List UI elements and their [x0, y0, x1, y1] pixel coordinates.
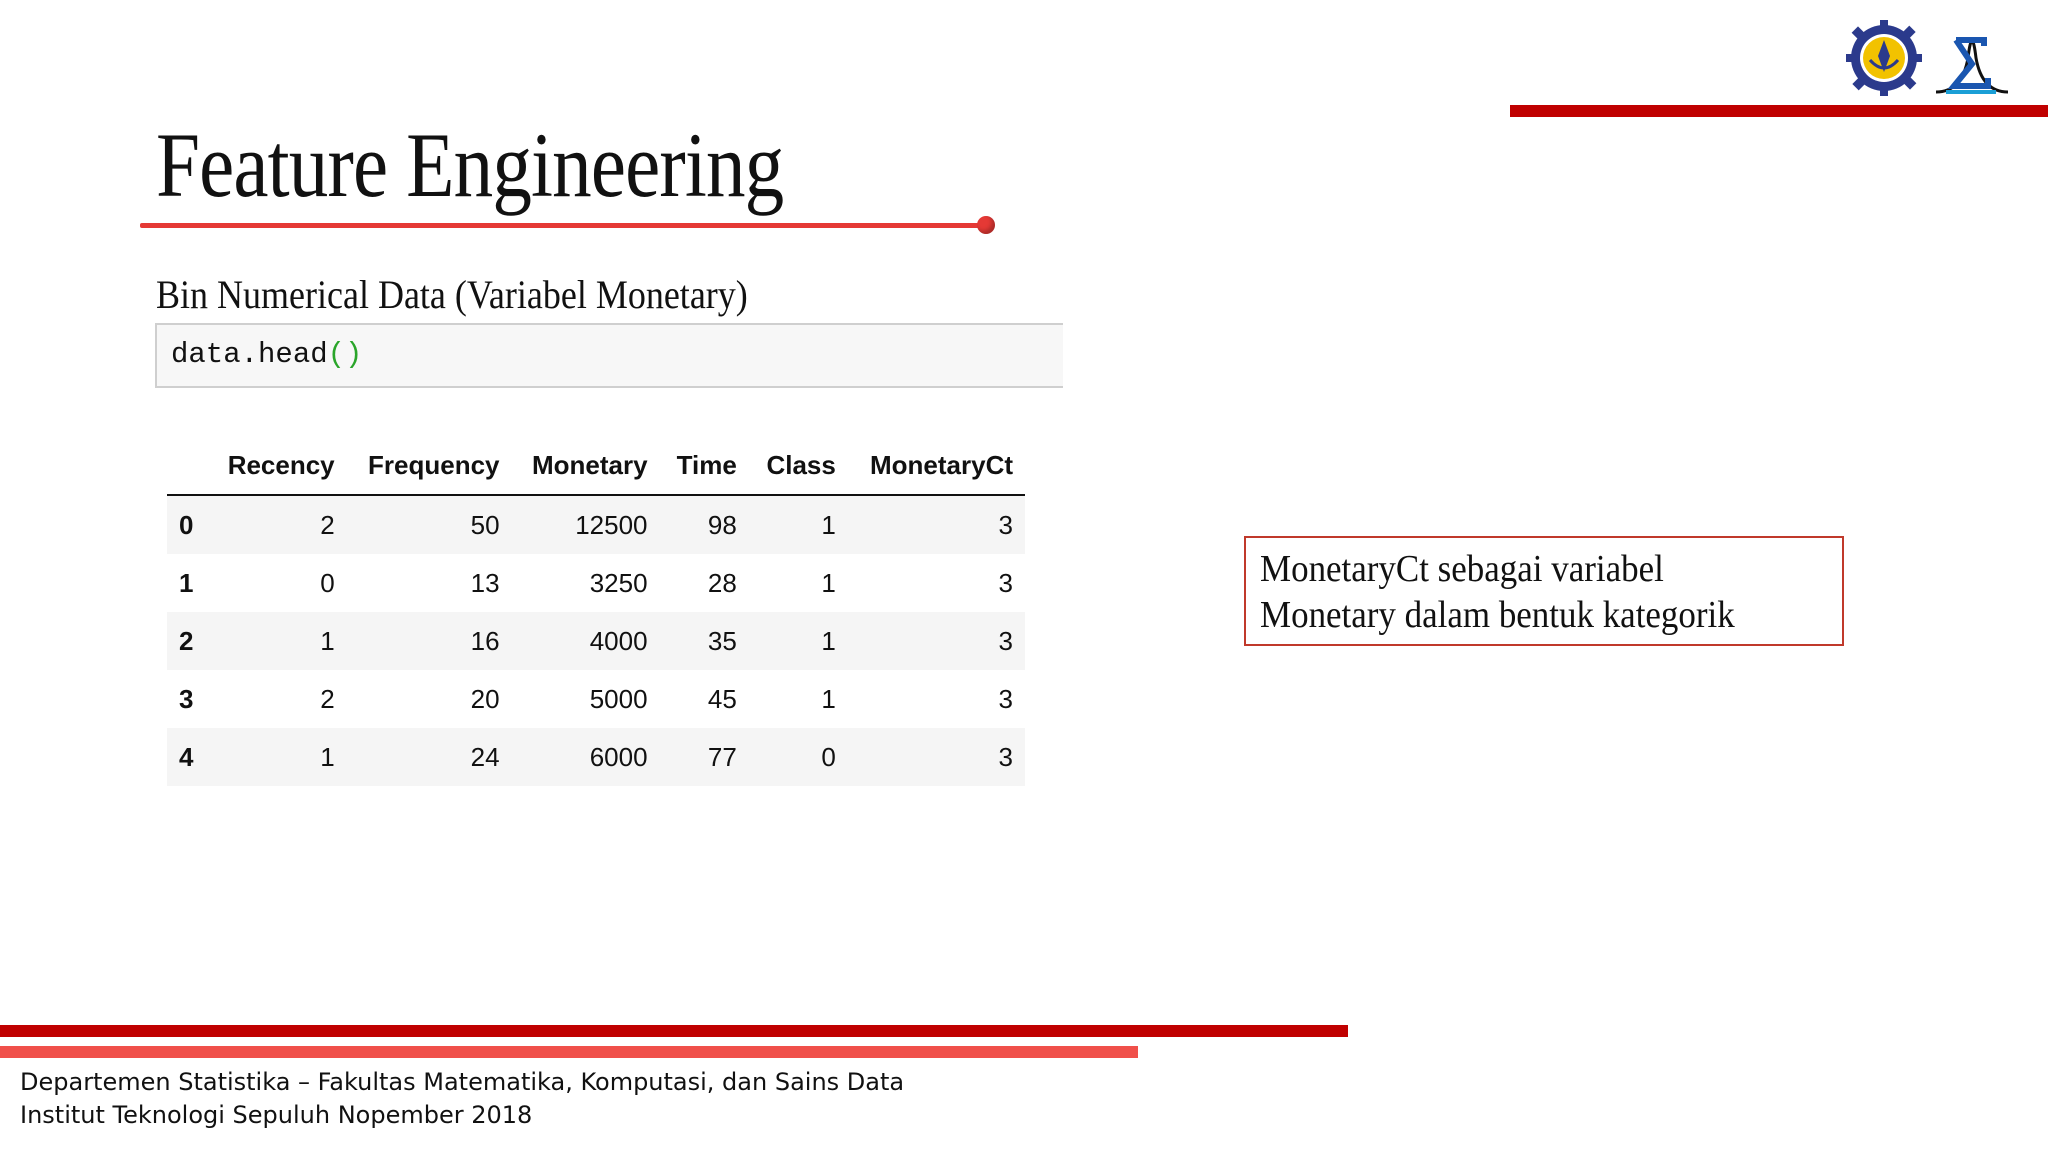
row-index: 2: [179, 625, 194, 656]
table-cell: 2: [320, 683, 335, 714]
table-cell: 13: [470, 567, 500, 598]
table-cell: 45: [707, 683, 737, 714]
top-accent-bar: [1510, 105, 2048, 117]
table-cell: 24: [470, 741, 500, 772]
table-cell: 4000: [589, 625, 648, 656]
table-cell: 0: [320, 567, 335, 598]
table-row: [167, 495, 1025, 554]
table-cell: 1: [821, 625, 836, 656]
table-cell: 1: [821, 567, 836, 598]
title-underline-dot: [977, 216, 995, 234]
code-text: [171, 338, 362, 371]
table-cell: 3: [998, 567, 1013, 598]
table-cell: 28: [707, 567, 737, 598]
title-underline: [140, 223, 988, 228]
column-header: Recency: [208, 436, 347, 495]
column-header: [167, 436, 208, 495]
code-call: data.head: [171, 338, 328, 371]
table-cell: 3: [998, 683, 1013, 714]
table-cell: 98: [707, 509, 737, 540]
column-header: Monetary: [512, 436, 660, 495]
table-cell: 3: [998, 625, 1013, 656]
note-box: [1244, 536, 1844, 646]
statistics-sigma-logo-icon: [1932, 18, 2012, 98]
code-cell: [155, 323, 1063, 388]
table-cell: 6000: [589, 741, 648, 772]
table-cell: 1: [320, 741, 335, 772]
table-cell: 77: [707, 741, 737, 772]
its-logo-icon: [1846, 20, 1922, 96]
column-header: Class: [749, 436, 848, 495]
table-row: [167, 670, 1025, 728]
table-cell: 1: [320, 625, 335, 656]
row-index: 1: [179, 567, 194, 598]
column-header: MonetaryCt: [848, 436, 1025, 495]
dataframe-table: [167, 436, 1025, 786]
note-line-1: MonetaryCt sebagai variabel: [1260, 548, 1664, 590]
table-cell: 0: [821, 741, 836, 772]
table-cell: 2: [320, 509, 335, 540]
table-cell: 3250: [589, 567, 648, 598]
table-cell: 3: [998, 741, 1013, 772]
table-cell: 35: [707, 625, 737, 656]
table-cell: 1: [821, 683, 836, 714]
row-index: 3: [179, 683, 194, 714]
slide-title: Feature Engineering: [156, 114, 784, 216]
footer-institute: Institut Teknologi Sepuluh Nopember 2018: [20, 1101, 533, 1129]
table-cell: 50: [470, 509, 500, 540]
table-row: [167, 728, 1025, 786]
code-parens: (): [327, 338, 363, 371]
table-row: [167, 554, 1025, 612]
slide-subtitle: Bin Numerical Data (Variabel Monetary): [156, 272, 748, 317]
row-index: 4: [179, 741, 194, 772]
table-cell: 5000: [589, 683, 648, 714]
table-cell: 1: [821, 509, 836, 540]
table-cell: 3: [998, 509, 1013, 540]
bottom-accent-bar-light: [0, 1046, 1138, 1058]
bottom-accent-bar-dark: [0, 1025, 1348, 1037]
table-row: [167, 612, 1025, 670]
table-cell: 20: [470, 683, 500, 714]
table-header-row: [167, 436, 1025, 495]
column-header: Time: [660, 436, 749, 495]
row-index: 0: [179, 509, 194, 540]
table-cell: 12500: [575, 509, 648, 540]
footer: [20, 1066, 904, 1132]
footer-department: Departemen Statistika – Fakultas Matematika, Komputasi, dan Sains Data: [20, 1068, 905, 1096]
table-cell: 16: [470, 625, 500, 656]
column-header: Frequency: [347, 436, 512, 495]
note-line-2: Monetary dalam bentuk kategorik: [1260, 594, 1735, 636]
